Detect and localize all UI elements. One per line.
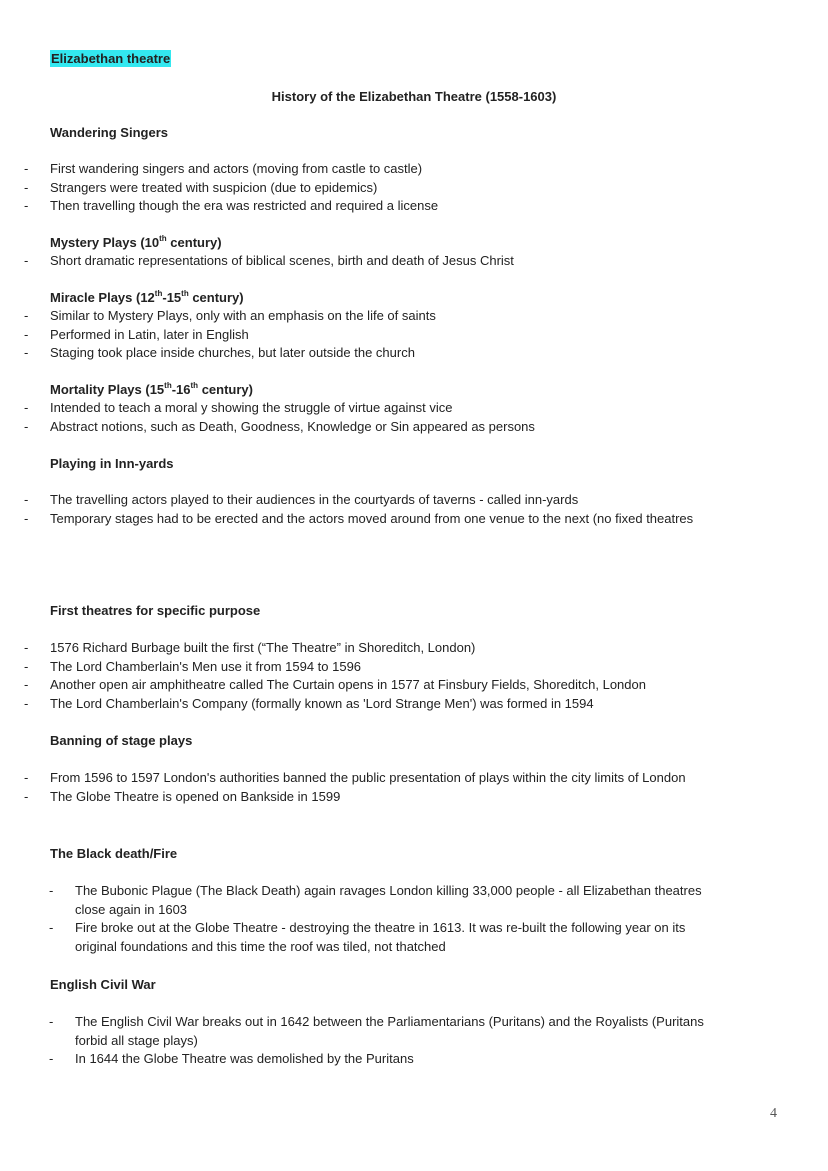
list-item <box>0 344 436 363</box>
list-item-text: The Lord Chamberlain's Men use it from 1594 to 1596 <box>50 658 362 674</box>
list-item <box>0 399 535 418</box>
list-item <box>0 307 436 326</box>
heading-superscript: th <box>159 233 167 243</box>
bullet-dash: - <box>24 418 29 434</box>
list-item-text: The Globe Theatre is opened on Bankside in 1599 <box>50 788 341 804</box>
bullet-dash: - <box>24 695 29 711</box>
section-list-mortality-plays <box>0 399 535 436</box>
list-item-text: Then travelling though the era was restricted and required a license <box>50 198 439 213</box>
list-item-text: The English Civil War breaks out in 1642 between the Parliamentarians (Puritans) and the Royalists (Puritans forbid all stage plays) <box>75 1014 704 1048</box>
list-item-text: The travelling actors played to their audiences in the courtyards of taverns - called inn-yards <box>50 492 579 507</box>
page-title <box>0 88 828 107</box>
list-item <box>0 252 514 271</box>
heading-part: Mortality Plays (15 <box>50 382 165 397</box>
section-heading-miracle-plays <box>50 289 244 308</box>
bullet-dash: - <box>24 400 29 415</box>
list-item-text: Short dramatic representations of biblical scenes, birth and death of Jesus Christ <box>50 253 514 268</box>
heading-part: -16 <box>171 382 191 397</box>
heading-superscript: th <box>181 288 189 298</box>
list-item-text: 1576 Richard Burbage built the first (“The Theatre” in Shoreditch, London) <box>50 640 476 655</box>
list-item-text: Staging took place inside churches, but later outside the church <box>50 345 415 360</box>
list-item <box>0 160 438 179</box>
list-item-text: Intended to teach a moral y showing the struggle of virtue against vice <box>50 400 453 415</box>
list-item <box>0 326 436 345</box>
list-item <box>0 639 760 658</box>
list-item <box>0 491 720 510</box>
bullet-dash: - <box>24 198 29 213</box>
bullet-dash: - <box>24 658 29 674</box>
bullet-dash: - <box>24 640 29 655</box>
highlighted-label: Elizabethan theatre <box>51 51 171 66</box>
list-item <box>0 788 700 807</box>
list-item <box>0 179 438 198</box>
bullet-dash: - <box>24 788 29 804</box>
section-list-civil-war <box>0 1013 720 1069</box>
list-item-text: Similar to Mystery Plays, only with an emphasis on the life of saints <box>50 308 436 323</box>
bullet-dash: - <box>49 1014 54 1029</box>
section-heading-wandering-singers: Wandering Singers <box>50 125 168 140</box>
section-list-first-theatres <box>0 639 760 713</box>
page-number: 4 <box>770 1106 777 1121</box>
bullet-dash: - <box>24 492 29 507</box>
list-item-text: Temporary stages had to be erected and the actors moved around from one venue to the next (no fixed theatres <box>50 510 694 526</box>
heading-superscript: th <box>154 288 163 298</box>
bullet-dash: - <box>49 1051 54 1066</box>
section-list-miracle-plays <box>0 307 436 363</box>
bullet-dash: - <box>24 326 29 342</box>
list-item-text: Strangers were treated with suspicion (due to epidemics) <box>50 179 378 195</box>
heading-superscript: th <box>164 380 172 390</box>
list-item <box>0 882 720 919</box>
page-title-text: History of the Elizabethan Theatre (1558-1603) <box>271 89 557 104</box>
section-heading-first-theatres: First theatres for specific purpose <box>50 603 261 618</box>
section-heading-black-death: The Black death/Fire <box>50 846 178 861</box>
list-item <box>0 510 720 529</box>
list-item <box>0 1050 720 1069</box>
list-item-text: Abstract notions, such as Death, Goodness, Knowledge or Sin appeared as persons <box>50 418 535 434</box>
section-heading-mortality-plays <box>50 381 253 400</box>
list-item <box>0 197 438 216</box>
section-heading-inn-yards: Playing in Inn-yards <box>50 456 174 471</box>
list-item <box>0 1013 720 1050</box>
bullet-dash: - <box>24 345 29 360</box>
section-heading-banning: Banning of stage plays <box>50 733 193 748</box>
list-item-text: Fire broke out at the Globe Theatre - destroying the theatre in 1613. It was re-built the following year on its original foundations and this time the roof was tiled, not thatched <box>75 920 686 954</box>
list-item-text: From 1596 to 1597 London's authorities banned the public presentation of plays within the city limits of London <box>50 770 686 785</box>
list-item <box>0 695 760 714</box>
section-list-wandering-singers <box>0 160 438 216</box>
bullet-dash: - <box>49 883 54 898</box>
list-item-text: The Bubonic Plague (The Black Death) again ravages London killing 33,000 people - all Elizabethan theatres close again in 1603 <box>75 883 702 917</box>
list-item <box>0 658 760 677</box>
section-list-inn-yards <box>0 491 720 528</box>
list-item <box>0 418 535 437</box>
heading-part: century) <box>198 382 253 397</box>
bullet-dash: - <box>49 920 54 935</box>
section-list-mystery-plays <box>0 252 514 271</box>
list-item-text: First wandering singers and actors (moving from castle to castle) <box>50 161 423 176</box>
bullet-dash: - <box>24 677 29 692</box>
list-item <box>0 769 700 788</box>
section-list-black-death <box>0 882 720 956</box>
section-heading-mystery-plays <box>50 234 222 253</box>
list-item <box>0 676 760 695</box>
heading-superscript: th <box>190 380 199 390</box>
section-heading-civil-war: English Civil War <box>50 977 156 992</box>
heading-part: century) <box>188 290 244 305</box>
heading-part: -15 <box>162 290 182 305</box>
bullet-dash: - <box>24 179 29 195</box>
bullet-dash: - <box>24 510 29 526</box>
list-item-text: Performed in Latin, later in English <box>50 326 249 342</box>
list-item <box>0 919 720 956</box>
bullet-dash: - <box>24 770 29 785</box>
bullet-dash: - <box>24 161 29 176</box>
section-list-banning <box>0 769 700 806</box>
bullet-dash: - <box>24 308 29 323</box>
bullet-dash: - <box>24 253 29 268</box>
heading-part: Mystery Plays (10 <box>50 235 160 250</box>
heading-part: century) <box>166 235 222 250</box>
list-item-text: The Lord Chamberlain's Company (formally known as 'Lord Strange Men') was formed in 1594 <box>50 695 594 711</box>
list-item-text: In 1644 the Globe Theatre was demolished by the Puritans <box>75 1051 414 1066</box>
heading-part: Miracle Plays (12 <box>50 290 155 305</box>
list-item-text: Another open air amphitheatre called The Curtain opens in 1577 at Finsbury Fields, Shoreditch, London <box>50 677 646 692</box>
